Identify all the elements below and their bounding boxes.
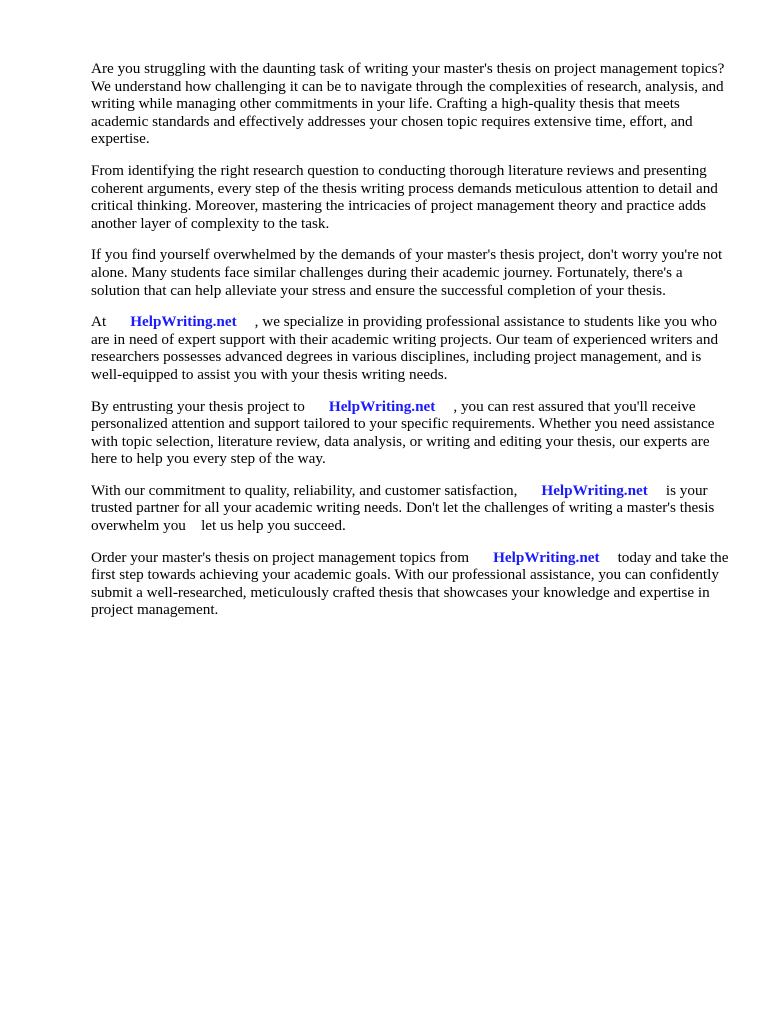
paragraph-text: Order your master's thesis on project management topics from (91, 548, 470, 566)
paragraph-commitment (91, 482, 731, 535)
paragraph-text: , we specialize in providing professional assistance to students like you who are in need of expert support with their academic writing projects. Our team of experienced writers and researchers possesses advanced degrees in various disciplines, including project management, and is well-equipped to assist you with your thesis writing needs. (91, 313, 719, 383)
paragraph-entrusting (91, 398, 731, 468)
paragraph-not-alone: If you find yourself overwhelmed by the demands of your master's thesis project, don't worry you're not alone. Many students face similar challenges during their academic journey. Fortunately, there's a solution that can help alleviate your stress and ensure the successful completion of your thesis. (91, 246, 723, 299)
helpwriting-link[interactable]: HelpWriting.net (328, 397, 436, 415)
paragraph-text: At (91, 313, 107, 331)
paragraph-text: With our commitment to quality, reliability, and customer satisfaction, (91, 481, 518, 499)
helpwriting-link[interactable]: HelpWriting.net (130, 313, 237, 331)
paragraph-challenges: From identifying the right research question to conducting thorough literature reviews and presenting coherent arguments, every step of the thesis writing process demands meticulous attention to detail and critical thinking. Moreover, mastering the intricacies of project management theory and practice adds another layer of complexity to the task. (91, 161, 718, 232)
paragraph-order (91, 549, 731, 619)
paragraph-intro: Are you struggling with the daunting task of writing your master's thesis on project management topics? We understand how challenging it can be to navigate through the complexities of research, analysis, and writing while managing other commitments in your life. Crafting a high-quality thesis that meets academic standards and effectively addresses your chosen topic requires extensive time, effort, and expertise. (91, 60, 725, 148)
paragraph-service-intro (91, 313, 731, 383)
paragraph-text: is your trusted partner for all your academic writing needs. Don't let the challenges of writing a master's thesis overwhelm you let us help you succeed. (91, 481, 715, 535)
paragraph-text: By entrusting your thesis project to (91, 397, 305, 415)
document-body (91, 60, 731, 633)
paragraph-text: today and take the first step towards achieving your academic goals. With our professional assistance, you can confidently submit a well-researched, meticulously crafted thesis that showcases your knowledge and expertise in project management. (91, 548, 729, 619)
helpwriting-link[interactable]: HelpWriting.net (541, 481, 648, 499)
paragraph-text: , you can rest assured that you'll receive personalized attention and support tailored to your specific requirements. Whether you need assistance with topic selection, literature review, data analysis, or writing and editing your thesis, our experts are here to help you every step of the way. (91, 397, 715, 468)
helpwriting-link[interactable]: HelpWriting.net (493, 548, 600, 566)
